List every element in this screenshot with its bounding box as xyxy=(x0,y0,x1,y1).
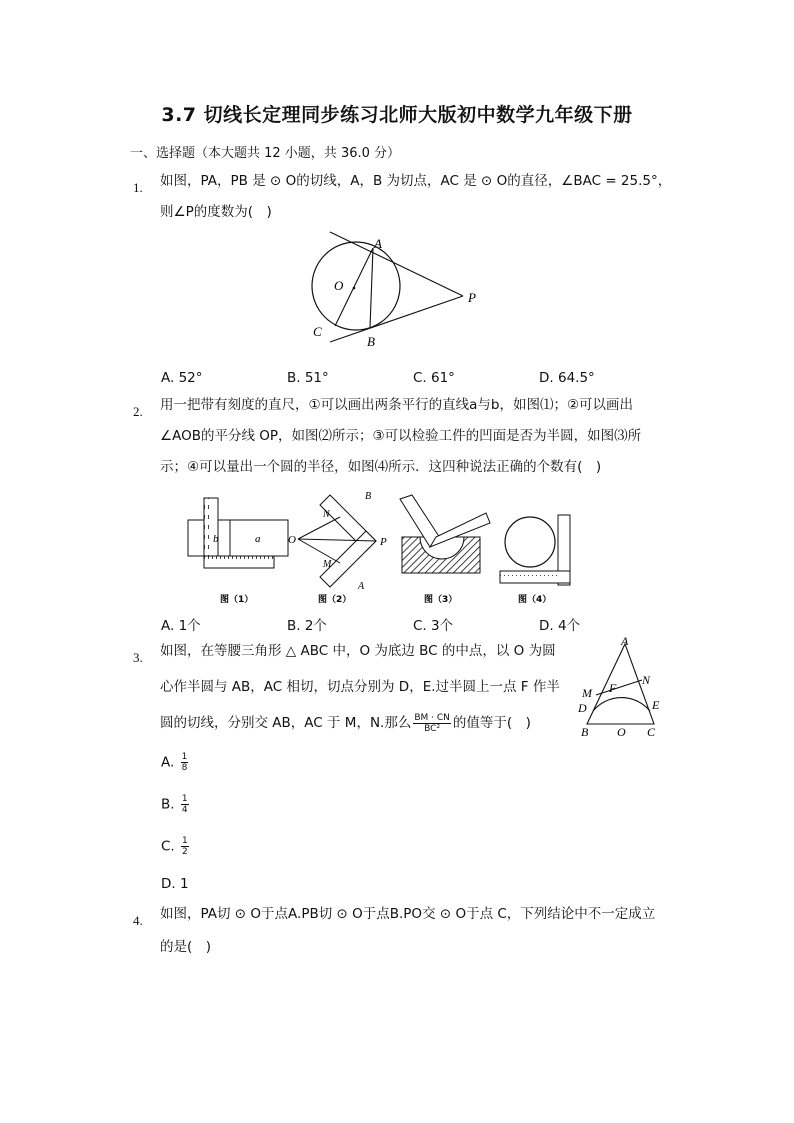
q3-label-a: A xyxy=(621,634,629,648)
q3-option-d-letter: D. xyxy=(161,876,176,892)
q3-option-a-den: 8 xyxy=(181,763,188,773)
q3-label-n: N xyxy=(642,673,651,687)
q2-label-p: P xyxy=(380,536,387,548)
q2-figures xyxy=(180,485,580,610)
q1-tangent-pa xyxy=(330,232,463,296)
q3-option-b-letter: B. xyxy=(161,796,175,813)
q2-line3: 示；④可以量出一个圆的半径，如图⑷所示．这四种说法正确的个数有( ) xyxy=(160,459,602,475)
q3-number: 3. xyxy=(133,650,143,665)
q1-label-c: C xyxy=(313,324,322,339)
q2-option-a[interactable]: A. 1个 xyxy=(161,618,201,634)
q2-caption-2: 图（2） xyxy=(318,595,352,605)
q3-label-e: E xyxy=(652,698,660,712)
q1-option-a[interactable]: A. 52° xyxy=(161,370,203,386)
q2-label-n: N xyxy=(323,509,330,520)
q3-option-c-den: 2 xyxy=(182,847,188,857)
q1-label-a: A xyxy=(374,236,382,251)
q3-label-o: O xyxy=(617,725,626,739)
q3-line3 xyxy=(160,708,531,739)
section-heading: 一、选择题（本大题共 12 小题，共 36.0 分） xyxy=(130,146,401,161)
q1-label-b: B xyxy=(367,334,375,349)
q1-option-d[interactable]: D. 64.5° xyxy=(539,370,595,386)
q1-option-b[interactable]: B. 51° xyxy=(287,370,329,386)
q2-label-b: b xyxy=(213,533,219,545)
q2-label-aa: A xyxy=(358,581,365,592)
q3-label-f: F xyxy=(609,681,617,695)
q3-option-c-letter: C. xyxy=(161,838,175,855)
q1-circle-o xyxy=(312,242,400,330)
q2-caption-1: 图（1） xyxy=(220,595,254,605)
q1-chord-ab xyxy=(370,248,373,328)
q1-option-c[interactable]: C. 61° xyxy=(413,370,455,386)
q3-option-c-fraction xyxy=(181,836,189,857)
q3-option-d-text: 1 xyxy=(179,876,189,892)
q2-label-a: a xyxy=(255,533,261,545)
q2-fig3 xyxy=(400,495,490,573)
q2-number: 2. xyxy=(133,404,143,419)
q3-ratio-num: BM · CN xyxy=(414,712,450,723)
q3-option-b-fraction xyxy=(181,794,189,815)
q3-option-a-fraction xyxy=(181,752,189,773)
q3-line2: 心作半圆与 AB，AC 相切，切点分别为 D，E.过半圆上一点 F 作半 xyxy=(160,679,560,695)
q2-label-bb: B xyxy=(365,491,372,502)
q3-option-b-num: 1 xyxy=(181,794,188,804)
q3-line1: 如图，在等腰三角形 △ ABC 中，O 为底边 BC 的中点，以 O 为圆 xyxy=(160,643,556,659)
q3-line3-post: 的值等于( ) xyxy=(452,715,531,731)
q2-caption-3: 图（3） xyxy=(424,595,458,605)
q3-option-a-letter: A. xyxy=(161,754,175,771)
q1-label-o: O xyxy=(334,278,344,293)
q3-label-b: B xyxy=(581,725,589,739)
q2-option-d[interactable]: D. 4个 xyxy=(539,618,581,634)
q1-label-p: P xyxy=(468,290,476,305)
q1-center-dot xyxy=(353,287,356,290)
q1-line1: 如图，PA，PB 是 ⊙ O的切线，A，B 为切点，AC 是 ⊙ O的直径，∠BAC = 25.5°， xyxy=(160,173,672,189)
q4-line2: 的是( ) xyxy=(160,939,212,955)
q3-line3-pre: 圆的切线，分别交 AB，AC 于 M，N.那么 xyxy=(160,715,412,731)
q3-label-c: C xyxy=(647,725,656,739)
q4-number: 4. xyxy=(133,913,143,928)
q2-label-o: O xyxy=(288,534,296,546)
q3-option-c-num: 1 xyxy=(182,836,188,846)
q2-option-b[interactable]: B. 2个 xyxy=(287,618,327,634)
q3-ratio-fraction xyxy=(413,713,451,734)
q1-figure xyxy=(300,230,500,355)
q3-option-b-den: 4 xyxy=(181,805,188,815)
q2-fig2 xyxy=(288,491,387,592)
q3-label-m: M xyxy=(582,686,592,700)
q3-option-a[interactable] xyxy=(161,752,190,773)
q1-line2: 则∠P的度数为( ) xyxy=(160,204,272,220)
q2-option-c[interactable]: C. 3个 xyxy=(413,618,454,634)
q3-option-b[interactable] xyxy=(161,794,191,815)
q3-figure xyxy=(574,632,674,744)
q2-line1: 用一把带有刻度的直尺，①可以画出两条平行的直线a与b，如图⑴；②可以画出 xyxy=(160,397,634,413)
document-title: 3.7 切线长定理同步练习北师大版初中数学九年级下册 xyxy=(161,104,633,126)
q2-label-m: M xyxy=(323,559,332,570)
q2-fig4 xyxy=(500,515,570,585)
q3-option-a-num: 1 xyxy=(181,752,188,762)
q2-caption-4: 图（4） xyxy=(518,595,552,605)
q4-line1: 如图，PA切 ⊙ O于点A.PB切 ⊙ O于点B.PO交 ⊙ O于点 C，下列结论中不一定成立 xyxy=(160,906,656,922)
q3-ratio-den: BC² xyxy=(424,723,441,734)
q3-option-d[interactable] xyxy=(161,876,189,892)
q2-fig1 xyxy=(188,498,288,568)
q1-number: 1. xyxy=(133,180,143,195)
q3-option-c[interactable] xyxy=(161,836,191,857)
q2-line2: ∠AOB的平分线 OP，如图⑵所示；③可以检验工件的凹面是否为半圆，如图⑶所 xyxy=(160,428,642,444)
q3-label-d: D xyxy=(578,701,587,715)
